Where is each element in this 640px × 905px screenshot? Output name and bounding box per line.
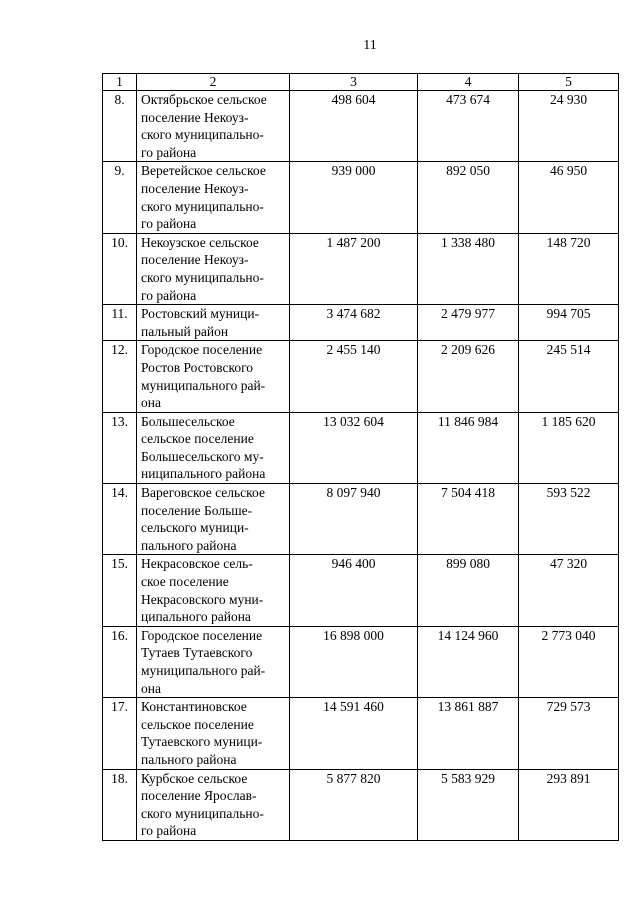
value-col3: 946 400 bbox=[290, 555, 418, 626]
municipality-name-line: ниципального района bbox=[141, 466, 266, 482]
row-number: 11. bbox=[103, 305, 137, 341]
table-body bbox=[103, 91, 619, 841]
header-cell-3: 3 bbox=[290, 74, 418, 91]
municipality-name-line: го района bbox=[141, 287, 197, 303]
value-col5: 293 891 bbox=[519, 769, 619, 840]
table-row bbox=[103, 91, 619, 162]
value-col3: 939 000 bbox=[290, 162, 418, 233]
row-number: 16. bbox=[103, 626, 137, 697]
value-col4: 2 479 977 bbox=[418, 305, 519, 341]
municipality-name-line: Константиновское bbox=[141, 699, 247, 715]
municipality-name-line: ское поселение bbox=[141, 574, 229, 590]
municipality-name bbox=[137, 162, 290, 233]
value-col3: 2 455 140 bbox=[290, 341, 418, 412]
municipality-name bbox=[137, 769, 290, 840]
municipality-name bbox=[137, 484, 290, 555]
value-col5: 994 705 bbox=[519, 305, 619, 341]
municipality-name bbox=[137, 412, 290, 483]
municipality-name-line: Некрасовское сель- bbox=[141, 556, 253, 572]
municipality-name-line: поселение Некоуз- bbox=[141, 180, 249, 196]
municipality-name-line: пального района bbox=[141, 751, 237, 767]
value-col4: 13 861 887 bbox=[418, 698, 519, 769]
header-cell-4: 4 bbox=[418, 74, 519, 91]
row-number: 14. bbox=[103, 484, 137, 555]
header-cell-2: 2 bbox=[137, 74, 290, 91]
municipality-name-line: ского муниципально- bbox=[141, 198, 264, 214]
municipality-name-line: ципального района bbox=[141, 609, 251, 625]
value-col4: 473 674 bbox=[418, 91, 519, 162]
value-col3: 14 591 460 bbox=[290, 698, 418, 769]
municipality-name-line: Большесельское bbox=[141, 413, 235, 429]
municipality-name-line: сельского муници- bbox=[141, 520, 249, 536]
value-col5: 1 185 620 bbox=[519, 412, 619, 483]
table-row bbox=[103, 305, 619, 341]
municipality-name bbox=[137, 91, 290, 162]
municipality-name bbox=[137, 305, 290, 341]
municipality-name-line: Городское поселение bbox=[141, 627, 263, 643]
municipality-name-line: сельское поселение bbox=[141, 431, 254, 447]
municipality-name-line: поселение Ярослав- bbox=[141, 788, 257, 804]
header-row bbox=[103, 74, 619, 91]
table-row bbox=[103, 698, 619, 769]
row-number: 9. bbox=[103, 162, 137, 233]
row-number: 10. bbox=[103, 233, 137, 304]
value-col4: 5 583 929 bbox=[418, 769, 519, 840]
municipality-name-line: ского муниципально- bbox=[141, 127, 264, 143]
value-col3: 8 097 940 bbox=[290, 484, 418, 555]
row-number: 12. bbox=[103, 341, 137, 412]
row-number: 13. bbox=[103, 412, 137, 483]
municipality-name-line: поселение Некоуз- bbox=[141, 252, 249, 268]
page-number: 11 bbox=[363, 38, 377, 53]
municipality-name bbox=[137, 233, 290, 304]
table-row bbox=[103, 626, 619, 697]
value-col4: 7 504 418 bbox=[418, 484, 519, 555]
municipality-name-line: Ростов Ростовского bbox=[141, 359, 254, 375]
value-col3: 498 604 bbox=[290, 91, 418, 162]
municipality-name-line: Некоузское сельское bbox=[141, 234, 259, 250]
municipality-name-line: Тутаевского муници- bbox=[141, 734, 263, 750]
municipality-name-line: Курбское сельское bbox=[141, 770, 248, 786]
municipality-name-line: ского муниципально- bbox=[141, 805, 264, 821]
municipality-name-line: Городское поселение bbox=[141, 342, 263, 358]
table-row bbox=[103, 233, 619, 304]
municipality-name-line: Некрасовского муни- bbox=[141, 591, 264, 607]
municipality-name-line: го района bbox=[141, 144, 197, 160]
municipality-name-line: она bbox=[141, 680, 161, 696]
value-col5: 24 930 bbox=[519, 91, 619, 162]
municipality-name-line: го района bbox=[141, 823, 197, 839]
municipality-name-line: ского муниципально- bbox=[141, 269, 264, 285]
municipality-name-line: пальный район bbox=[141, 323, 229, 339]
municipality-name-line: она bbox=[141, 395, 161, 411]
municipality-name bbox=[137, 698, 290, 769]
municipality-name bbox=[137, 341, 290, 412]
value-col3: 1 487 200 bbox=[290, 233, 418, 304]
value-col4: 892 050 bbox=[418, 162, 519, 233]
row-number: 18. bbox=[103, 769, 137, 840]
row-number: 8. bbox=[103, 91, 137, 162]
value-col4: 899 080 bbox=[418, 555, 519, 626]
table-row bbox=[103, 341, 619, 412]
value-col3: 3 474 682 bbox=[290, 305, 418, 341]
value-col3: 13 032 604 bbox=[290, 412, 418, 483]
municipality-name-line: Большесельского му- bbox=[141, 448, 264, 464]
value-col4: 2 209 626 bbox=[418, 341, 519, 412]
table-row bbox=[103, 412, 619, 483]
table-header bbox=[103, 74, 619, 91]
municipality-name-line: Веретейское сельское bbox=[141, 163, 266, 179]
value-col3: 16 898 000 bbox=[290, 626, 418, 697]
municipality-name bbox=[137, 626, 290, 697]
municipality-name-line: муниципального рай- bbox=[141, 377, 266, 393]
value-col5: 245 514 bbox=[519, 341, 619, 412]
header-cell-1: 1 bbox=[103, 74, 137, 91]
table-row bbox=[103, 769, 619, 840]
table-row bbox=[103, 484, 619, 555]
value-col5: 729 573 bbox=[519, 698, 619, 769]
budget-table bbox=[102, 73, 619, 841]
municipality-name bbox=[137, 555, 290, 626]
row-number: 17. bbox=[103, 698, 137, 769]
value-col5: 148 720 bbox=[519, 233, 619, 304]
value-col3: 5 877 820 bbox=[290, 769, 418, 840]
value-col5: 46 950 bbox=[519, 162, 619, 233]
row-number: 15. bbox=[103, 555, 137, 626]
municipality-name-line: сельское поселение bbox=[141, 716, 254, 732]
municipality-name-line: Октябрьское сельское bbox=[141, 92, 267, 107]
table-row bbox=[103, 162, 619, 233]
municipality-name-line: поселение Больше- bbox=[141, 502, 253, 518]
value-col4: 11 846 984 bbox=[418, 412, 519, 483]
municipality-name-line: поселение Некоуз- bbox=[141, 109, 249, 125]
value-col4: 1 338 480 bbox=[418, 233, 519, 304]
value-col4: 14 124 960 bbox=[418, 626, 519, 697]
municipality-name-line: муниципального рай- bbox=[141, 663, 266, 678]
municipality-name-line: Тутаев Тутаевского bbox=[141, 645, 253, 661]
value-col5: 593 522 bbox=[519, 484, 619, 555]
municipality-name-line: пального района bbox=[141, 537, 237, 553]
value-col5: 2 773 040 bbox=[519, 626, 619, 697]
municipality-name-line: Ростовский муници- bbox=[141, 306, 260, 322]
header-cell-5: 5 bbox=[519, 74, 619, 91]
table-row bbox=[103, 555, 619, 626]
municipality-name-line: го района bbox=[141, 216, 197, 232]
municipality-name-line: Вареговское сельское bbox=[141, 485, 265, 501]
value-col5: 47 320 bbox=[519, 555, 619, 626]
